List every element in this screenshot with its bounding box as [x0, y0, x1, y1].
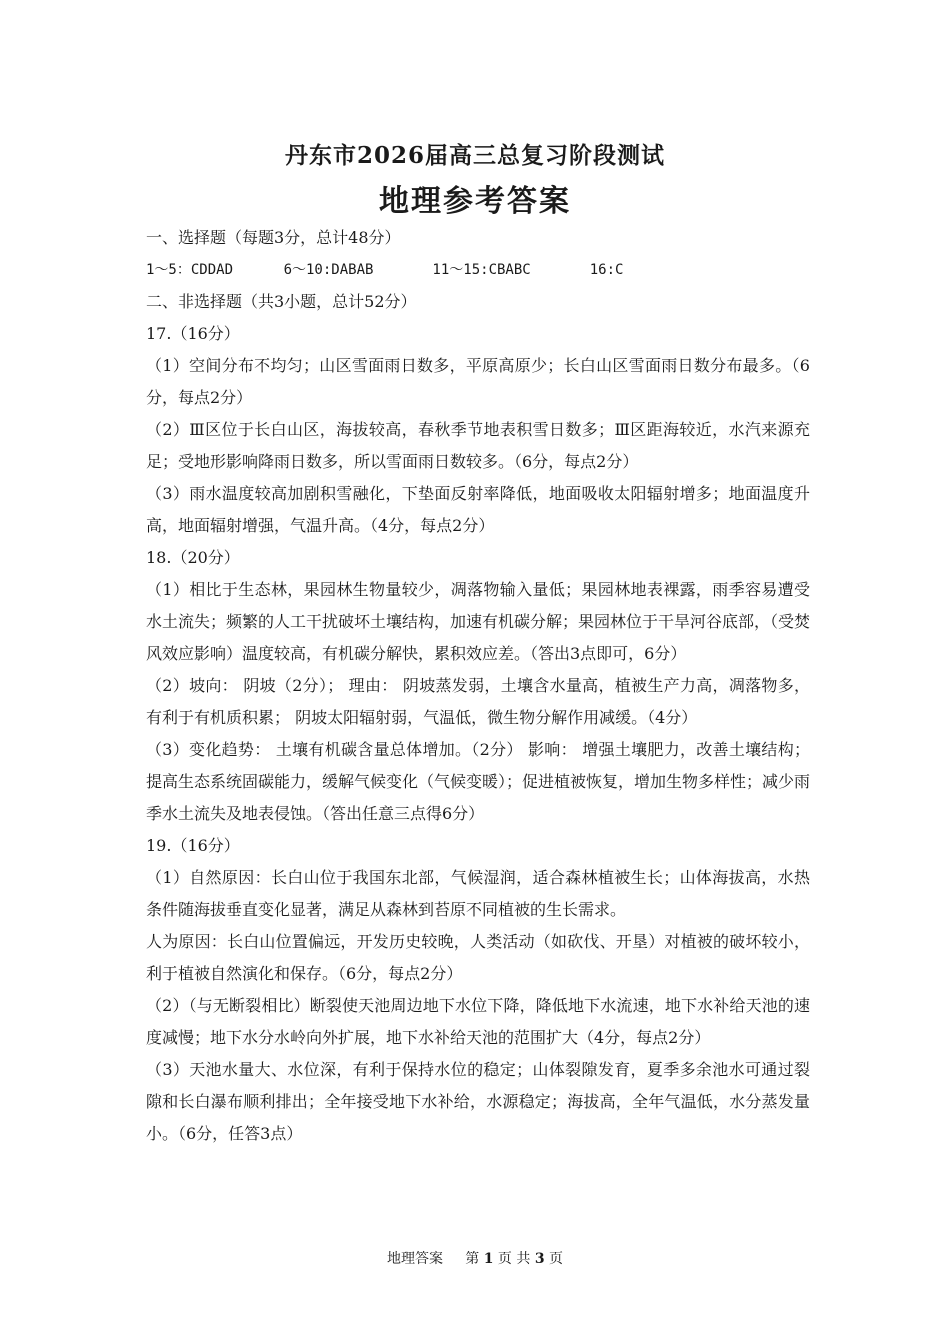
question-18-part-2: （2）坡向： 阴坡（2分）； 理由： 阴坡蒸发弱，土壤含水量高，植被生产力高，凋落物多，有利于有机质积累； 阴坡太阳辐射弱，气温低，微生物分解作用减缓。（4分） [146, 676, 810, 727]
question-17-part-3: （3）雨水温度较高加剧积雪融化，下垫面反射率降低，地面吸收太阳辐射增多；地面温度升高，地面辐射增强，气温升高。（4分，每点2分） [146, 484, 810, 535]
question-19-part-3: （3）天池水量大、水位深，有利于保持水位的稳定；山体裂隙发育，夏季多余池水可通过裂隙和长白瀑布顺利排出；全年接受地下水补给，水源稳定；海拔高，全年气温低，水分蒸发量小。（6分，任答3点） [146, 1060, 810, 1143]
question-18-title: 18.（20分） [146, 548, 240, 567]
page-footer [0, 1248, 950, 1268]
footer-page-prefix: 第 [465, 1251, 480, 1267]
multiple-choice-answers: 1～5：CDDAD 6～10:DABAB 11～15:CBABC 16:C [146, 262, 624, 278]
question-17-title: 17.（16分） [146, 324, 240, 343]
question-19-part-1-natural: （1）自然原因：长白山位于我国东北部，气候湿润，适合森林植被生长；山体海拔高，水热条件随海拔垂直变化显著，满足从森林到苔原不同植被的生长需求。 [146, 868, 810, 919]
question-17-part-2: （2）Ⅲ区位于长白山区，海拔较高，春秋季节地表积雪日数多；Ⅲ区距海较近，水汽来源充足；受地形影响降雨日数多，所以雪面雨日数较多。（6分，每点2分） [146, 420, 810, 471]
question-19-part-2: （2）（与无断裂相比）断裂使天池周边地下水位下降，降低地下水流速，地下水补给天池的速度减慢；地下水分水岭向外扩展，地下水补给天池的范围扩大（4分，每点2分） [146, 996, 810, 1047]
section-heading-free-response: 二、非选择题（共3小题，总计52分） [146, 292, 417, 311]
footer-page-suffix: 页 [549, 1251, 564, 1267]
question-18-part-1: （1）相比于生态林，果园林生物量较少，凋落物输入量低；果园林地表裸露，雨季容易遭受水土流失；频繁的人工干扰破坏土壤结构，加速有机碳分解；果园林位于干旱河谷底部，（受焚风效应影响）温度较高，有机碳分解快，累积效应差。（答出3点即可，6分） [146, 580, 811, 663]
document-title: 地理参考答案 [379, 184, 571, 219]
question-19-title: 19.（16分） [146, 836, 240, 855]
section-heading-multiple-choice: 一、选择题（每题3分，总计48分） [146, 228, 401, 247]
question-18-part-3: （3）变化趋势： 土壤有机碳含量总体增加。（2分） 影响： 增强土壤肥力，改善土壤结构；提高生态系统固碳能力，缓解气候变化（气候变暖）；促进植被恢复，增加生物多样性；减少雨季水土流失及地表侵蚀。（答出任意三点得6分） [146, 740, 811, 823]
answer-content [146, 222, 810, 1150]
exam-title: 丹东市2026届高三总复习阶段测试 [284, 142, 665, 169]
footer-page-total: 3 [534, 1251, 545, 1267]
footer-subject: 地理答案 [386, 1251, 443, 1267]
footer-page-middle: 页 共 [497, 1251, 531, 1267]
question-19-part-1-human: 人为原因：长白山位置偏远，开发历史较晚，人类活动（如砍伐、开垦）对植被的破坏较小，利于植被自然演化和保存。（6分，每点2分） [146, 932, 810, 983]
footer-page-current: 1 [483, 1251, 494, 1267]
question-17-part-1: （1）空间分布不均匀；山区雪面雨日数多，平原高原少；长白山区雪面雨日数分布最多。（6分，每点2分） [146, 356, 810, 407]
